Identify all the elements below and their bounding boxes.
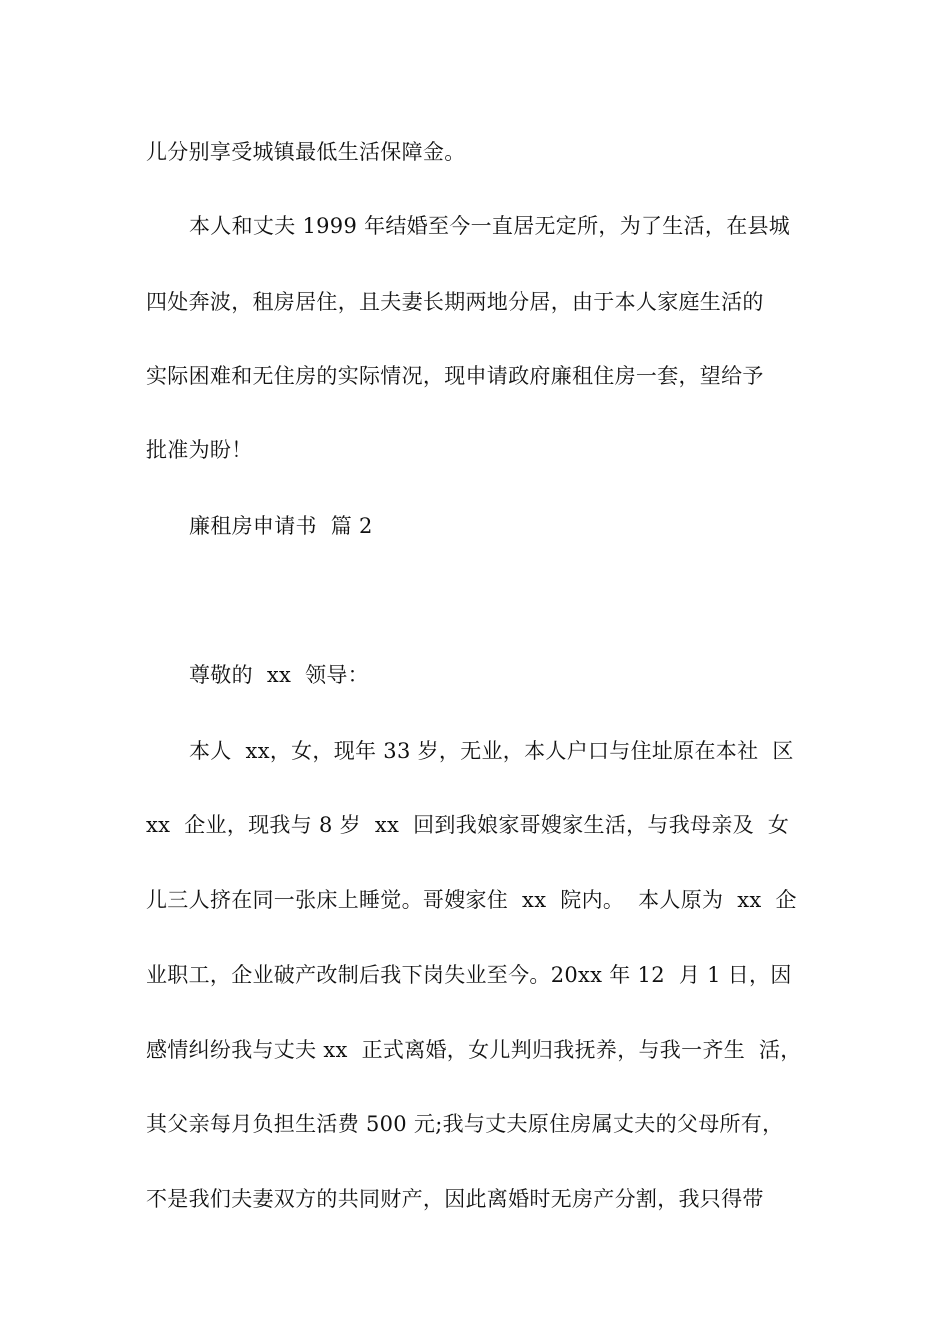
paragraph-line: 儿分别享受城镇最低生活保障金。 xyxy=(146,140,466,164)
salutation: 尊敬的 xx 领导： xyxy=(189,663,369,687)
section-heading: 廉租房申请书 篇 2 xyxy=(189,514,373,538)
paragraph-line: 儿三人挤在同一张床上睡觉。哥嫂家住 xx 院内。 本人原为 xx 企 xyxy=(146,888,797,912)
paragraph-line: 本人和丈夫 1999 年结婚至今一直居无定所，为了生活，在县城 xyxy=(189,214,791,238)
paragraph-line: 实际困难和无住房的实际情况，现申请政府廉租住房一套，望给予 xyxy=(146,364,764,388)
paragraph-line: 感情纠纷我与丈夫 xx 正式离婚，女儿判归我抚养，与我一齐生 活， xyxy=(146,1038,802,1062)
paragraph-line: 四处奔波，租房居住，且夫妻长期两地分居，由于本人家庭生活的 xyxy=(146,290,764,314)
paragraph-line: 其父亲每月负担生活费 500 元;我与丈夫原住房属丈夫的父母所有， xyxy=(146,1112,784,1136)
paragraph-line: 不是我们夫妻双方的共同财产，因此离婚时无房产分割，我只得带 xyxy=(146,1187,764,1211)
paragraph-line: xx 企业，现我与 8 岁 xx 回到我娘家哥嫂家生活，与我母亲及 女 xyxy=(146,813,790,837)
paragraph-line: 批准为盼！ xyxy=(146,438,253,462)
paragraph-line: 本人 xx，女，现年 33 岁，无业，本人户口与住址原在本社 区 xyxy=(189,739,794,763)
paragraph-line: 业职工，企业破产改制后我下岗失业至今。20xx 年 12 月 1 日，因 xyxy=(146,963,792,987)
